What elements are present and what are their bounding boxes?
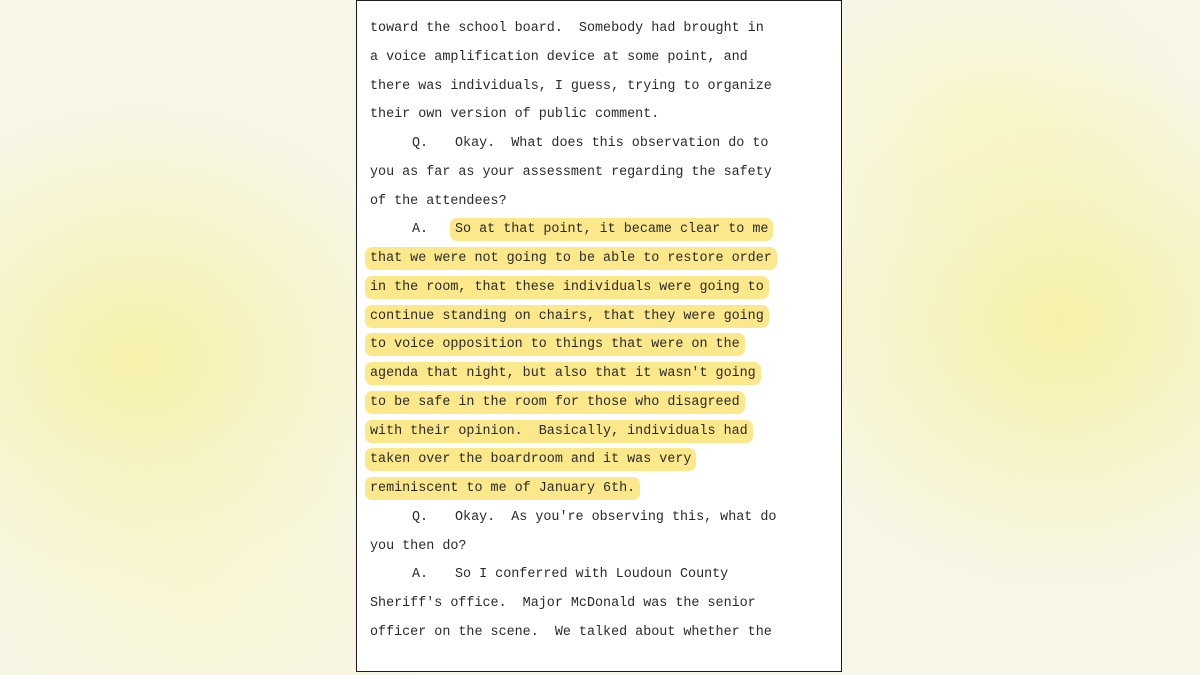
- transcript-line: [370, 504, 830, 533]
- transcript-line: [370, 360, 830, 389]
- transcript-line: [370, 101, 830, 130]
- transcript-lines: [370, 15, 830, 648]
- transcript-line: [370, 590, 830, 619]
- transcript-line: [370, 446, 830, 475]
- transcript-line: [370, 130, 830, 159]
- highlighted-text: to voice opposition to things that were on the: [365, 333, 745, 356]
- line-text: their own version of public comment.: [370, 107, 660, 123]
- highlighted-text: reminiscent to me of January 6th.: [365, 477, 640, 500]
- transcript-line: [370, 44, 830, 73]
- highlighted-text: continue standing on chairs, that they were going: [365, 305, 769, 328]
- line-text: Okay. What does this observation do to: [455, 136, 769, 151]
- line-text: Sheriff's office. Major McDonald was the senior: [370, 596, 756, 611]
- question-marker: Q.: [412, 136, 429, 151]
- transcript-line: [370, 274, 830, 303]
- highlighted-text: So at that point, it became clear to me: [450, 218, 773, 241]
- transcript-line: [370, 15, 830, 44]
- line-text: there was individuals, I guess, trying to organize: [370, 78, 772, 94]
- highlighted-text: in the room, that these individuals were going to: [365, 276, 769, 299]
- transcript-line: [370, 245, 830, 274]
- transcript-line: [370, 303, 830, 332]
- line-text: a voice amplification device at some point, and: [370, 49, 748, 65]
- transcript-line: [370, 619, 830, 648]
- highlighted-text: to be safe in the room for those who disagreed: [365, 391, 745, 414]
- highlighted-text: with their opinion. Basically, individuals had: [365, 420, 753, 443]
- highlighted-text: taken over the boardroom and it was very: [365, 448, 696, 471]
- answer-marker: A.: [412, 567, 429, 583]
- transcript-line: [370, 561, 830, 590]
- transcript-line: [370, 331, 830, 360]
- line-text: officer on the scene. We talked about whether the: [370, 624, 772, 640]
- highlighted-text: agenda that night, but also that it wasn't going: [365, 362, 761, 385]
- line-text: So I conferred with Loudoun County: [455, 567, 729, 583]
- answer-marker: A.: [412, 222, 429, 238]
- transcript-line: [370, 533, 830, 562]
- transcript-line: [370, 389, 830, 418]
- transcript-line: [370, 188, 830, 217]
- line-text: you as far as your assessment regarding the safety: [370, 164, 772, 180]
- line-text: you then do?: [370, 538, 467, 554]
- transcript-line: [370, 159, 830, 188]
- line-text: of the attendees?: [370, 193, 507, 209]
- line-text: toward the school board. Somebody had brought in: [370, 21, 764, 36]
- highlighted-text: that we were not going to be able to restore order: [365, 247, 777, 270]
- transcript-line: [370, 475, 830, 504]
- line-text: Okay. As you're observing this, what do: [455, 509, 777, 525]
- question-marker: Q.: [412, 509, 429, 525]
- transcript-line: [370, 418, 830, 447]
- transcript-line: [370, 73, 830, 102]
- transcript-page: [356, 0, 842, 672]
- transcript-line: [370, 216, 830, 245]
